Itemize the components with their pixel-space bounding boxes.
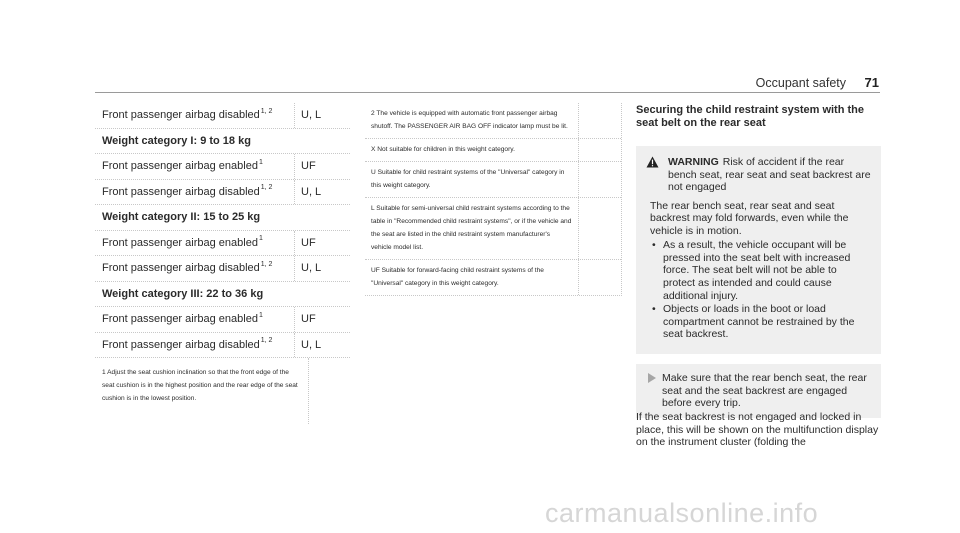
table-row xyxy=(95,103,350,129)
list-item: • Objects or loads in the boot or load compartment cannot be restrained by the seat backrest. xyxy=(652,303,855,341)
footnote-ref: 1 xyxy=(258,235,263,243)
category-heading: Weight category II: 15 to 25 kg xyxy=(95,205,350,231)
legend-text: X Not suitable for children in this weight category. xyxy=(371,146,515,153)
legend-text: UF Suitable for forward-facing child restraint systems of the "Universal" category in this weight category. xyxy=(371,267,544,287)
table-row xyxy=(95,180,350,206)
section-title: Occupant safety xyxy=(755,76,846,90)
row-label: Front passenger airbag enabled xyxy=(102,160,258,173)
instruction-box xyxy=(636,364,881,418)
legend-text: 2 The vehicle is equipped with automatic front passenger airbag shutoff. The PASSENGER AIR BAG OFF indicator lamp must be lit. xyxy=(371,110,568,130)
category-heading: Weight category I: 9 to 18 kg xyxy=(95,129,350,155)
legend-row xyxy=(365,260,621,295)
legend-row xyxy=(365,198,621,260)
legend-table xyxy=(365,103,622,296)
row-label: Front passenger airbag disabled xyxy=(102,338,260,351)
warning-box xyxy=(636,146,881,354)
legend-text: L Suitable for semi-universal child restraint systems according to the table in "Recommended child restraint systems", or if the vehicle and the seat are listed in the child restraint system manufacturer's vehicle model list. xyxy=(371,205,572,251)
row-label: Front passenger airbag disabled xyxy=(102,109,260,122)
row-value: U, L xyxy=(301,109,322,122)
table-row xyxy=(95,307,350,333)
warning-bullets xyxy=(650,239,871,341)
section-heading: Securing the child restraint system with the seat belt on the rear seat xyxy=(636,104,864,129)
page-number: 71 xyxy=(864,75,879,90)
row-value: UF xyxy=(301,313,316,326)
bullet-icon: • xyxy=(652,303,656,316)
row-label: Front passenger airbag disabled xyxy=(102,185,260,198)
body-paragraph: If the seat backrest is not engaged and locked in place, this will be shown on the multifunction display on the instrument cluster (folding the xyxy=(636,411,879,449)
row-value: U, L xyxy=(301,185,322,198)
legend-row xyxy=(365,162,621,198)
warning-heading: Risk of accident if the rear bench seat, rear seat and seat backrest are not engaged xyxy=(668,156,871,193)
watermark: carmanualsonline.info xyxy=(545,498,819,528)
instruction-text: Make sure that the rear bench seat, the rear seat and the seat backrest are engaged before every trip. xyxy=(662,372,867,410)
footnote-ref: 1 xyxy=(258,311,263,319)
legend-row xyxy=(365,139,621,162)
play-arrow-icon xyxy=(640,372,662,410)
row-value: U, L xyxy=(301,262,322,275)
warning-body: The rear bench seat, rear seat and seat backrest may fold forwards, even while the vehicle is in motion. xyxy=(650,199,849,237)
table-row xyxy=(95,333,350,359)
list-item: • As a result, the vehicle occupant will be pressed into the seat belt with increased force. The seat belt will not be able to protect as intended and could cause additional injury. xyxy=(652,239,851,302)
row-label: Front passenger airbag enabled xyxy=(102,236,258,249)
legend-text: U Suitable for child restraint systems of the "Universal" category in this weight category. xyxy=(371,169,565,189)
row-label: Front passenger airbag disabled xyxy=(102,262,260,275)
table-row xyxy=(95,231,350,257)
footnote-ref: 1, 2 xyxy=(260,337,273,345)
legend-row xyxy=(365,103,621,139)
bullet-icon: • xyxy=(652,239,656,252)
footnote-ref: 1, 2 xyxy=(260,107,273,115)
category-heading: Weight category III: 22 to 36 kg xyxy=(95,282,350,308)
table-row xyxy=(95,154,350,180)
footnote-ref: 1, 2 xyxy=(260,184,273,192)
footnote-ref: 1 xyxy=(258,158,263,166)
right-column xyxy=(636,104,881,418)
child-seat-suitability-table xyxy=(95,103,350,424)
warning-triangle-icon xyxy=(646,156,660,194)
row-value: UF xyxy=(301,160,316,173)
row-value: U, L xyxy=(301,338,322,351)
row-value: UF xyxy=(301,236,316,249)
table-row xyxy=(95,256,350,282)
footnote-ref: 1, 2 xyxy=(260,260,273,268)
warning-label: WARNING xyxy=(668,156,719,168)
table-footnote: 1 Adjust the seat cushion inclination so that the front edge of the seat cushion is in the highest position and the rear edge of the seat cushion is in the lowest position. xyxy=(95,358,350,424)
header-rule xyxy=(95,92,880,93)
row-label: Front passenger airbag enabled xyxy=(102,313,258,326)
